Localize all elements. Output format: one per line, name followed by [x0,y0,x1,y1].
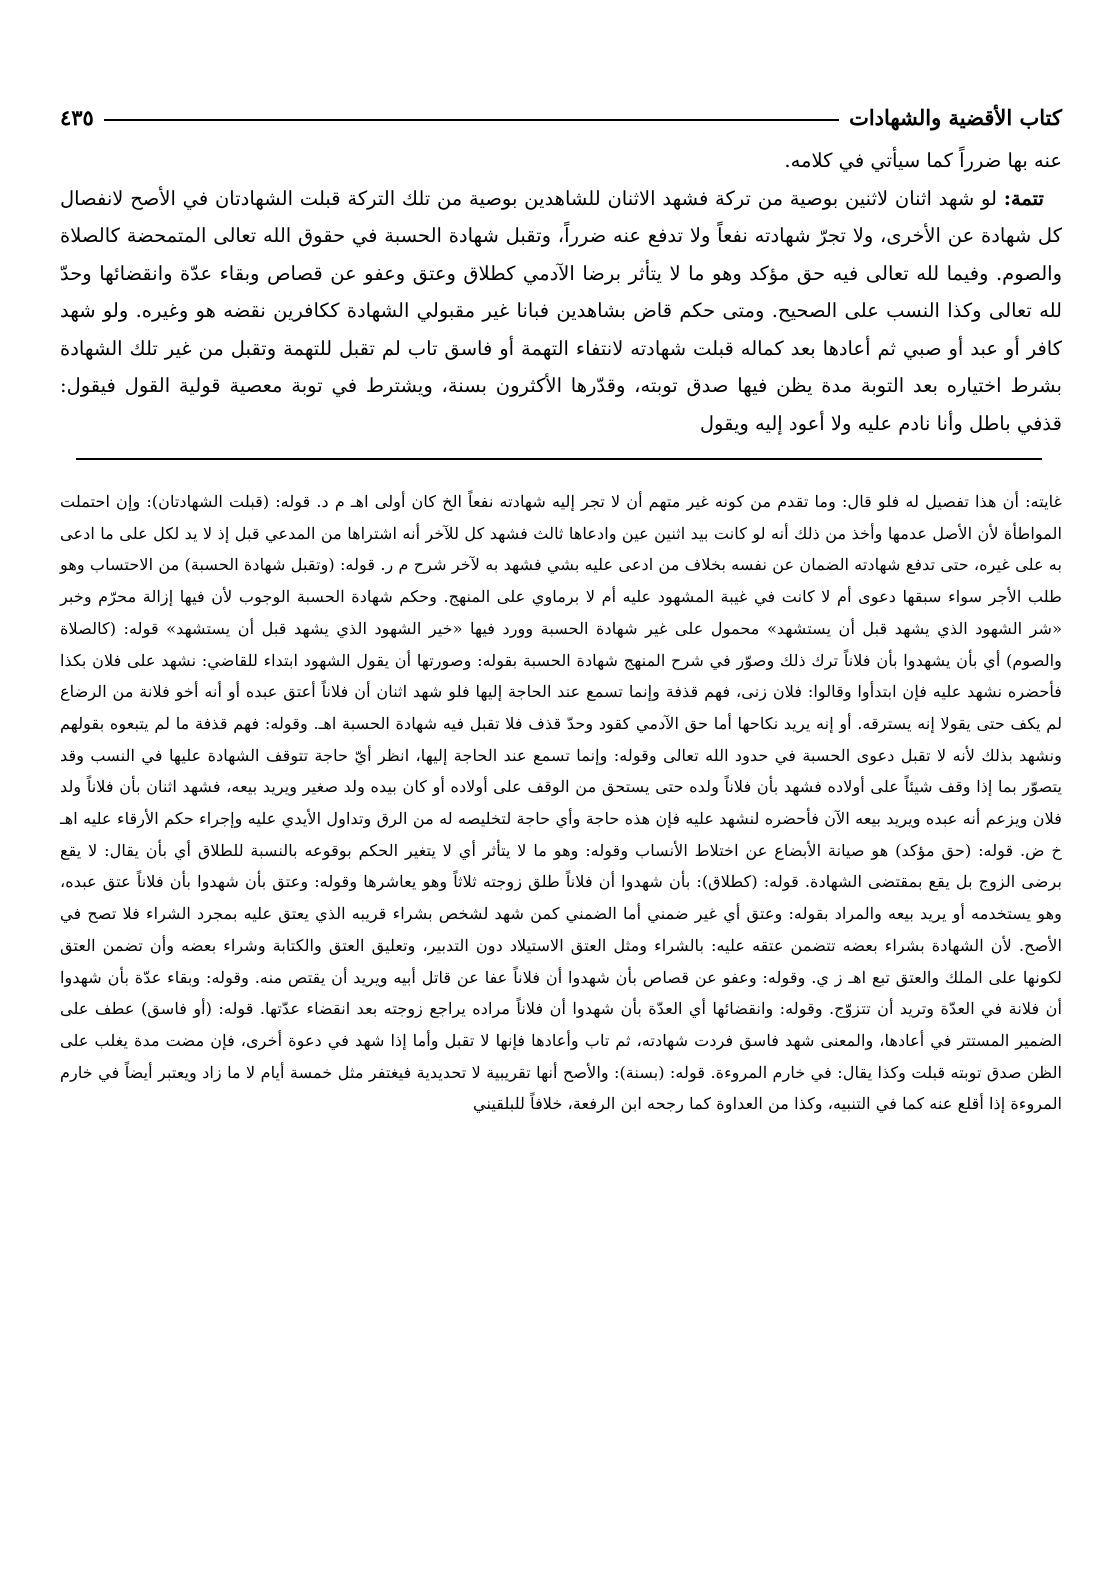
page-number: ٤٣٥ [60,104,94,130]
chapter-title: كتاب الأقضية والشهادات [849,104,1062,130]
tatimma-label: تتمة: [1003,186,1044,210]
commentary-text: غايته: أن هذا تفصيل له فلو قال: وما تقدم من كونه غير متهم أن لا تجر إليه شهادته نفعاً الخ كان أولى اهـ م د. قوله: (قبلت الشهادتان): وإن احتملت المواطأة لأن الأصل عدمها وأخذ من ذلك أنه لو كانت بيد اثنين عين وادعاها ثالث فشهد كل للآخر أنه اشتراها من المدعي قبل إذ لا يد لكل على ما ادعى به على غيره، حتى تدفع شهادته الضمان عن نفسه بخلاف من ادعى عليه بشي فشهد به لآخر شرح م ر. قوله: (وتقبل شهادة الحسبة) من الاحتساب وهو طلب الأجر سواء سبقها دعوى أم لا كانت في غيبة المشهود عليه أم لا برماوي على المنهج. وحكم شهادة الحسبة الوجوب لأن فيها إزالة محرّم وخبر «شر الشهود الذي يشهد قبل أن يستشهد» محمول على غير شهادة الحسبة وورد فيها «خير الشهود الذي يشهد قبل أن يستشهد» قوله: (كالصلاة والصوم) أي بأن يشهدوا بأن فلاناً ترك ذلك وصوّر في شرح المنهج شهادة الحسبة بقوله: وصورتها أن يقول الشهود ابتداء للقاضي: نشهد على فلان بكذا فأحضره نشهد عليه فإن ابتدأوا وقالوا: فلان زنى، فهم قذفة وإنما تسمع عند الحاجة إليها فلو شهد اثنان أن فلاناً أعتق عبده أو أنه أخو فلانة من الرضاع لم يكف حتى يقولا إنه يسترقه. أو إنه يريد نكاحها أما حق الآدمي كقود وحدّ قذف فلا تقبل فيه شهادة الحسبة اهـ. وقوله: فهم قذفة ما لم يتبعوه بقولهم ونشهد بذلك لأنه لا تقبل دعوى الحسبة في حدود الله تعالى وقوله: وإنما تسمع عند الحاجة إليها، انظر أيّ حاجة تتوقف الشهادة عليها في النسب وقد يتصوّر بما إذا وقف شيئاً على أولاده فشهد بأن فلاناً ولده حتى يستحق من الوقف على أولاده أو كان بيده ولد صغير ويريد بيعه، فشهد اثنان بأن فلاناً ولد فلان ويزعم أنه عبده ويريد بيعه الآن فأحضره لنشهد عليه فإن هذه حاجة وأي حاجة لتخليصه له من الرق وتداول الأيدي عليه وإجراء حكم الأرقاء عليه اهـ خ ض. قوله: (حق مؤكد) هو صيانة الأبضاع عن اختلاط الأنساب وقوله: وهو ما لا يتأثر أي لا يتغير الحكم بوقوعه بالنسبة للطلاق أي بأن يقال: لا يقع برضى الزوج بل يقع بمقتضى الشهادة. قوله: (كطلاق): بأن شهدوا أن فلاناً طلق زوجته ثلاثاً وهو يعاشرها وقوله: وعتق بأن شهدوا بأن فلاناً عتق عبده، وهو يستخدمه أو يريد بيعه والمراد بقوله: وعتق أي غير ضمني أما الضمني كمن شهد لشخص بشراء قريبه الذي يعتق عليه بمجرد الشراء فلا تصح في الأصح. لأن الشهادة بشراء بعضه تتضمن عتقه عليه: بالشراء ومثل العتق الاستيلاد دون التدبير، وتعليق العتق والكتابة وشراء بعضه وأن تضمن العتق لكونها على الملك والعتق تبع اهـ ز ي. وقوله: وعفو عن قصاص بأن شهدوا أن فلاناً عفا عن قاتل أبيه ويريد أن يقتص منه. وقوله: وبقاء عدّة بأن شهدوا أن فلانة في العدّة وتريد أن تتزوّج. وقوله: وانقضائها أي العدّة بأن شهدوا أن فلاناً مراده يراجع زوجته بعد انقضاء عدّتها. قوله: (أو فاسق) عطف على الضمير المستتر في أعادها، والمعنى شهد فاسق فردت شهادته، ثم تاب وأعادها فإنها لا تقبل وأما إذا شهد في دعوة أخرى، فإن مضت مدة يغلب على الظن صدق توبته قبلت وكذا يقال: في خارم المروءة. قوله: (بسنة): والأصح أنها تقريبية لا تحديدية فيغتفر مثل خمسة أيام لا ما زاد ويعتبر أيضاً في خارم المروءة إذا أقلع عنه كما في التنبيه، وكذا من العداوة كما رجحه ابن الرفعة، خلافاً للبلقيني [60,492,1062,1114]
carryover-line: عنه بها ضرراً كما سيأتي في كلامه. [784,149,1062,172]
header-rule [104,119,839,121]
main-text [60,142,1062,442]
running-header [60,100,1062,134]
tatimma-paragraph [60,180,1062,443]
tatimma-body: لو شهد اثنان لاثنين بوصية من تركة فشهد الاثنان للشاهدين بوصية من تلك التركة قبلت الشهادتان في الأصح لانفصال كل شهادة عن الأخرى، ولا تجرّ شهادته نفعاً ولا تدفع عنه ضرراً، وتقبل شهادة الحسبة في حقوق الله تعالى المتمحضة كالصلاة والصوم. وفيما لله تعالى فيه حق مؤكد وهو ما لا يتأثر برضا الآدمي كطلاق وعتق وعفو عن قصاص وبقاء عدّة وانقضائها وحدّ لله تعالى وكذا النسب على الصحيح. ومتى حكم قاض بشاهدين فبانا غير مقبولي الشهادة ككافرين نقضه هو وغيره. ولو شهد كافر أو عبد أو صبي ثم أعادها بعد كماله قبلت شهادته لانتفاء التهمة أو فاسق تاب لم تقبل للتهمة وتقبل من غير تلك الشهادة بشرط اختياره بعد التوبة مدة يظن فيها صدق توبته، وقدّرها الأكثرون بسنة، ويشترط في توبة معصية قولية القول فيقول: قذفي باطل وأنا نادم عليه ولا أعود إليه ويقول [60,186,1062,435]
commentary-footnote [60,486,1062,1120]
text-divider [76,458,1042,460]
